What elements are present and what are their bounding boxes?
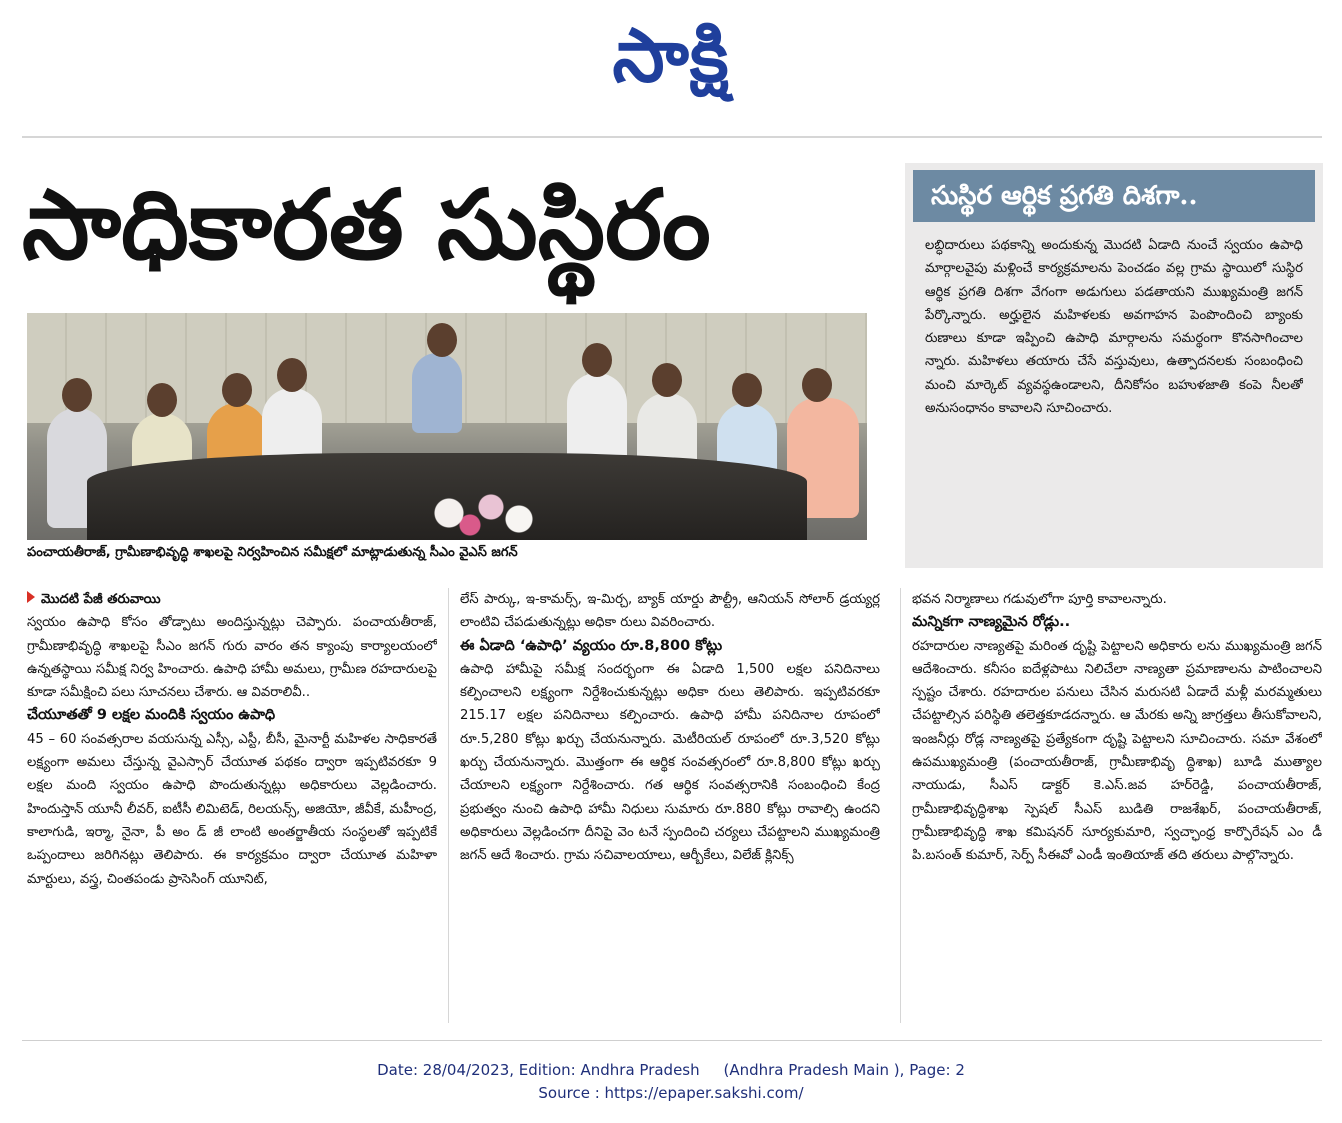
continued-kicker: మొదటి పేజీ తరువాయి bbox=[27, 588, 437, 611]
subheading: చేయూతతో 9 లక్షల మందికి స్వయం ఉపాధి bbox=[27, 707, 276, 724]
source-link[interactable]: Source : https://epaper.sakshi.com/ bbox=[538, 1084, 804, 1102]
subheading: మన్నికగా నాణ్యమైన రోడ్లు.. bbox=[912, 614, 1071, 631]
column-divider bbox=[900, 588, 901, 1023]
article-column-3 bbox=[912, 588, 1322, 1028]
sidebar-body bbox=[925, 234, 1303, 564]
top-divider bbox=[22, 136, 1322, 138]
article-column-2 bbox=[460, 588, 880, 1028]
article-paragraph: రహదారుల నాణ్యతపై మరింత దృష్టి పెట్టాలని అధికారు లను ముఖ్యమంత్రి జగన్ ఆదేశించారు. కనీసం ఐదేళ్లపాటు నిలిచేలా నాణ్యతా ప్రమాణాలను పాటించాలని స్పష్టం చేశారు. రహదారుల పనులు చేసిన మరుసటి ఏడాదే మళ్లీ మరమ్మతులు చేపట్టాల్సిన పరిస్థితి తలెత్తకూడదన్నారు. ఆ మేరకు అన్ని జాగ్రత్తలు తీసుకోవాలని, ఇంజనీర్లు రోడ్ల నాణ్యతపై ప్రత్యేకంగా దృష్టి పెట్టాలని సూచించారు. సమా వేశంలో ఉపముఖ్యమంత్రి (పంచాయతీరాజ్, గ్రామీణాభివృ ద్ధిశాఖ) బూడి ముత్యాల నాయుడు, సీఎస్ డాక్టర్ కె.ఎస్.జవ హర్‌రెడ్డి, పంచాయతీరాజ్, గ్రామీణాభివృద్ధిశాఖ స్పెషల్ సీఎస్ బుడితి రాజశేఖర్, పంచాయతీరాజ్, గ్రామీణాభివృద్ధి శాఖ కమిషనర్ సూర్యకుమారి, స్వచ్ఛాంధ్ర కార్పొరేషన్ ఎం డీ పి.బసంత్ కుమార్, సెర్ప్ సీఈవో ఎండీ ఇంతియాజ్ తది తరులు పాల్గొన్నారు. bbox=[912, 638, 1322, 864]
article-paragraph: ఉపాధి హామీపై సమీక్ష సందర్భంగా ఈ ఏడాది 1,500 లక్షల పనిదినాలు కల్పించాలని లక్ష్యంగా నిర్దేశించుకున్నట్లు అధికా రులు తెలిపారు. ఇప్పటివరకూ 215.17 లక్షల పనిదినాలు కల్పించారు. ఉపాధి హామీ పనిదినాల రూపంలో రూ.5,280 కోట్లు ఖర్చు చేయనున్నారు. మెటీరియల్ రూపంలో రూ.3,520 కోట్లు ఖర్చు చేయనున్నారు. మొత్తంగా ఈ ఆర్థిక సంవత్సరంలో రూ.8,800 కోట్లు ఖర్చు చేయాలని లక్ష్యంగా నిర్దేశించారు. గత ఆర్థిక సంవత్సరానికి సంబంధించి కేంద్ర ప్రభుత్వం నుంచి ఉపాధి హామీ నిధులు సుమారు రూ.880 కోట్లు రావాల్సి ఉందని అధికారులు వెల్లడించగా దీనిపై వెం టనే స్పందించి చర్యలు చేపట్టాలని ముఖ్యమంత్రి జగన్ ఆదే శించారు. గ్రామ సచివాలయాలు, ఆర్బీకేలు, విలేజ్ క్లినిక్స్ bbox=[460, 661, 880, 864]
photo-flowers bbox=[407, 483, 547, 540]
photo-person bbox=[412, 353, 462, 433]
column-divider bbox=[448, 588, 449, 1023]
subheading: ఈ ఏడాది ‘ఉపాధి’ వ్యయం రూ.8,800 కోట్లు bbox=[460, 637, 723, 654]
sakshi-logo: సాక్షి bbox=[612, 13, 730, 99]
article-paragraph: స్వయం ఉపాధి కోసం తోడ్పాటు అందిస్తున్నట్లు చెప్పారు. పంచాయతీరాజ్, గ్రామీణాభివృద్ధి శాఖలపై సీఎం జగన్ గురు వారం తన క్యాంపు కార్యాలయంలో ఉన్నతస్థాయి సమీక్ష నిర్వ హించారు. ఉపాధి హామీ అమలు, గ్రామీణ రహదారులపై కూడా సమీక్షించి పలు సూచనలు చేశారు. ఆ వివరాలివీ.. bbox=[27, 615, 437, 701]
sidebar-paragraph: లబ్ధిదారులు పథకాన్ని అందుకున్న మొదటి ఏడాది నుంచే స్వయం ఉపాధి మార్గాలవైపు మళ్లించే కార్యక్రమాలను పెంచడం వల్ల గ్రామ స్థాయిలో సుస్థిర ఆర్థిక ప్రగతి దిశగా వేగంగా అడుగులు పడతాయని ముఖ్యమంత్రి జగన్ పేర్కొన్నారు. అర్హులైన మహిళలకు అవగాహన పెంపొందించి బ్యాంకు రుణాలు కూడా ఇప్పించి ఉపాధి మార్గాలను సమర్థంగా కొనసాగించాల న్నారు. మహిళలు తయారు చేసే వస్తువులు, ఉత్పాదనలకు సంబంధించి మంచి మార్కెట్ వ్యవస్థఉండాలని, దీనికోసం బహుళజాతి కంపె నీలతో అనుసంధానం కావాలని సూచించారు. bbox=[925, 238, 1303, 417]
article-paragraph: భవన నిర్మాణాలు గడువులోగా పూర్తి కావాలన్నారు. bbox=[912, 592, 1167, 607]
bottom-divider bbox=[22, 1040, 1322, 1041]
edition-info: Date: 28/04/2023, Edition: Andhra Pradesh (Andhra Pradesh Main ), Page: 2 bbox=[377, 1061, 965, 1079]
article-column-1 bbox=[27, 588, 437, 1028]
meeting-photo bbox=[27, 313, 867, 540]
article-paragraph: లేస్ పార్కు, ఇ-కామర్స్, ఇ-మిర్చ, బ్యాక్ యార్డు పౌల్ట్రీ, ఆనియన్ సోలార్ డ్రయ్యర్ల లాంటివి చేపడుతున్నట్లు అధికా రులు వివరించారు. bbox=[460, 592, 880, 631]
photo-caption: పంచాయతీరాజ్, గ్రామీణాభివృద్ధి శాఖలపై నిర్వహించిన సమీక్షలో మాట్లాడుతున్న సీఎం వైఎస్ జగన్ bbox=[27, 545, 518, 560]
article-paragraph: 45 – 60 సంవత్సరాల వయసున్న ఎస్సీ, ఎస్టీ, బీసీ, మైనార్టీ మహిళల సాధికారతే లక్ష్యంగా అమలు చేస్తున్న వైఎస్సార్ చేయూత పథకం ద్వారా ఇప్పటివరకూ 9 లక్షల మంది స్వయం ఉపాధి పొందుతున్నట్లు అధికారులు వెల్లడించారు. హిందుస్తాన్ యూనీ లీవర్, ఐటీసీ లిమిటెడ్, రిలయన్స్, అజియో, జీవీకే, మహీంద్ర, కాలాగుడి, ఇర్మా, నైనా, పీ అం డ్ జీ లాంటి అంతర్జాతీయ సంస్థలతో ఇప్పటికే ఒప్పందాలు జరిగినట్లు తెలిపారు. ఈ కార్యక్రమం ద్వారా చేయూత మహిళా మార్టులు, వస్త్ర, చింతపండు ప్రాసెసింగ్ యూనిట్, bbox=[27, 731, 437, 887]
sidebar-title: సుస్థిర ఆర్థిక ప్రగతి దిశగా.. bbox=[913, 170, 1315, 222]
headline: సాధికారత సుస్థిరం bbox=[22, 168, 711, 281]
